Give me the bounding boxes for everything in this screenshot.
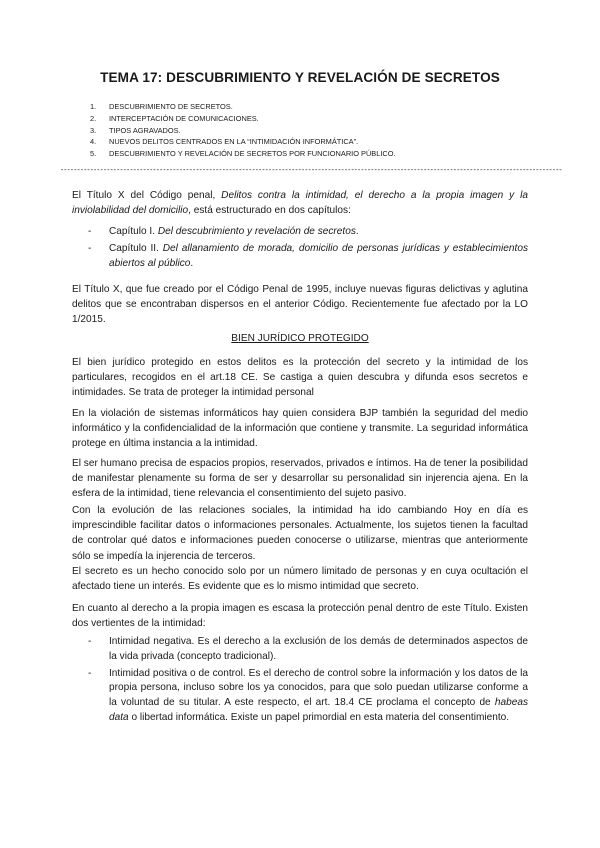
paragraph-sistemas-informaticos: En la violación de sistemas informáticos hay quien considera BJP también la seguridad del medio informático y la confidencialidad de la información que contiene y transmite. La seguridad informática protege en última instancia a la intimidad. — [72, 408, 528, 450]
toc-item: 3. TIPOS AGRAVADOS. — [90, 125, 181, 135]
paragraph-propia-imagen: En cuanto al derecho a la propia imagen es escasa la protección penal dentro de este Título. Existen dos vertientes de la intimidad: — [72, 603, 528, 630]
chapters-list — [72, 225, 528, 273]
list-item: - Capítulo I. Del descubrimiento y revelación de secretos. — [88, 226, 359, 237]
paragraph-evolucion: Con la evolución de las relaciones sociales, la intimidad ha ido cambiando Hoy en día es imprescindible facilitar datos o informaciones personales. Actualmente, los sujetos tienen la facultad de controlar qué datos e informaciones pueden conocerse o utilizarse, mientras que anteriormente sólo se impedía la injerencia de terceros. — [72, 505, 528, 562]
list-item: - Capítulo II. Del allanamiento de morada, domicilio de personas jurídicas y establecimientos abiertos al público. — [88, 242, 528, 269]
toc-item: 2. INTERCEPTACIÓN DE COMUNICACIONES. — [90, 113, 259, 123]
paragraph-titulo-x: El Título X, que fue creado por el Código Penal de 1995, incluye nuevas figuras delictivas y aglutina delitos que se encontraban dispersos en el anterior Código. Recientemente fue afectado por la LO 1/2015. — [72, 284, 528, 326]
toc-item: 1. DESCUBRIMIENTO DE SECRETOS. — [90, 102, 233, 111]
toc-item: 5. DESCUBRIMIENTO Y REVELACIÓN DE SECRETOS POR FUNCIONARIO PÚBLICO. — [90, 149, 396, 159]
document-title: TEMA 17: DESCUBRIMIENTO Y REVELACIÓN DE SECRETOS — [100, 70, 500, 85]
table-of-contents — [90, 101, 396, 160]
vertientes-list — [72, 635, 528, 728]
paragraph-secreto: El secreto es un hecho conocido solo por un número limitado de personas y en cuya ocultación el afectado tiene un interés. Es evidente que es lo mismo intimidad que secreto. — [72, 566, 528, 593]
section-heading: BIEN JURÍDICO PROTEGIDO — [231, 333, 369, 344]
list-item: - Intimidad negativa. Es el derecho a la exclusión de los demás de determinados aspectos de la vida privada (concepto tradicional). — [88, 636, 528, 662]
intro-paragraph: El Título X del Código penal, Delitos contra la intimidad, el derecho a la propia imagen y la inviolabilidad del domicilio, está estructurado en dos capítulos: — [72, 190, 528, 217]
paragraph-ser-humano: El ser humano precisa de espacios propios, reservados, privados e íntimos. Ha de tener la posibilidad de manifestar plenamente su forma de ser y desarrollar su personalidad sin injerencia ajena. En la esfera de la intimidad, tiene relevancia el consentimiento del sujeto pasivo. — [72, 458, 528, 500]
list-item: - Intimidad positiva o de control. Es el derecho de control sobre la información y los datos de la propia persona, incluso sobre los ya conocidos, para que solo puedan utilizarse conforme a la voluntad de su titular. A este respecto, el art. 18.4 CE proclama el concepto de habeas data o libertad informática. Existe un papel primordial en esta materia del consentimiento. — [88, 667, 528, 723]
paragraph-bien-juridico: El bien jurídico protegido en estos delitos es la protección del secreto y la intimidad de los particulares, recogidos en el art.18 CE. Se castiga a quien descubra y difunda esos secretos e intimidades. Se trata de proteger la intimidad personal — [72, 357, 528, 399]
dashed-separator: -------------------------------------------------------------------------------------------------------------------------------------------------------- — [60, 167, 562, 175]
toc-item: 4. NUEVOS DELITOS CENTRADOS EN LA “INTIMIDACIÓN INFORMÁTICA”. — [90, 137, 359, 147]
